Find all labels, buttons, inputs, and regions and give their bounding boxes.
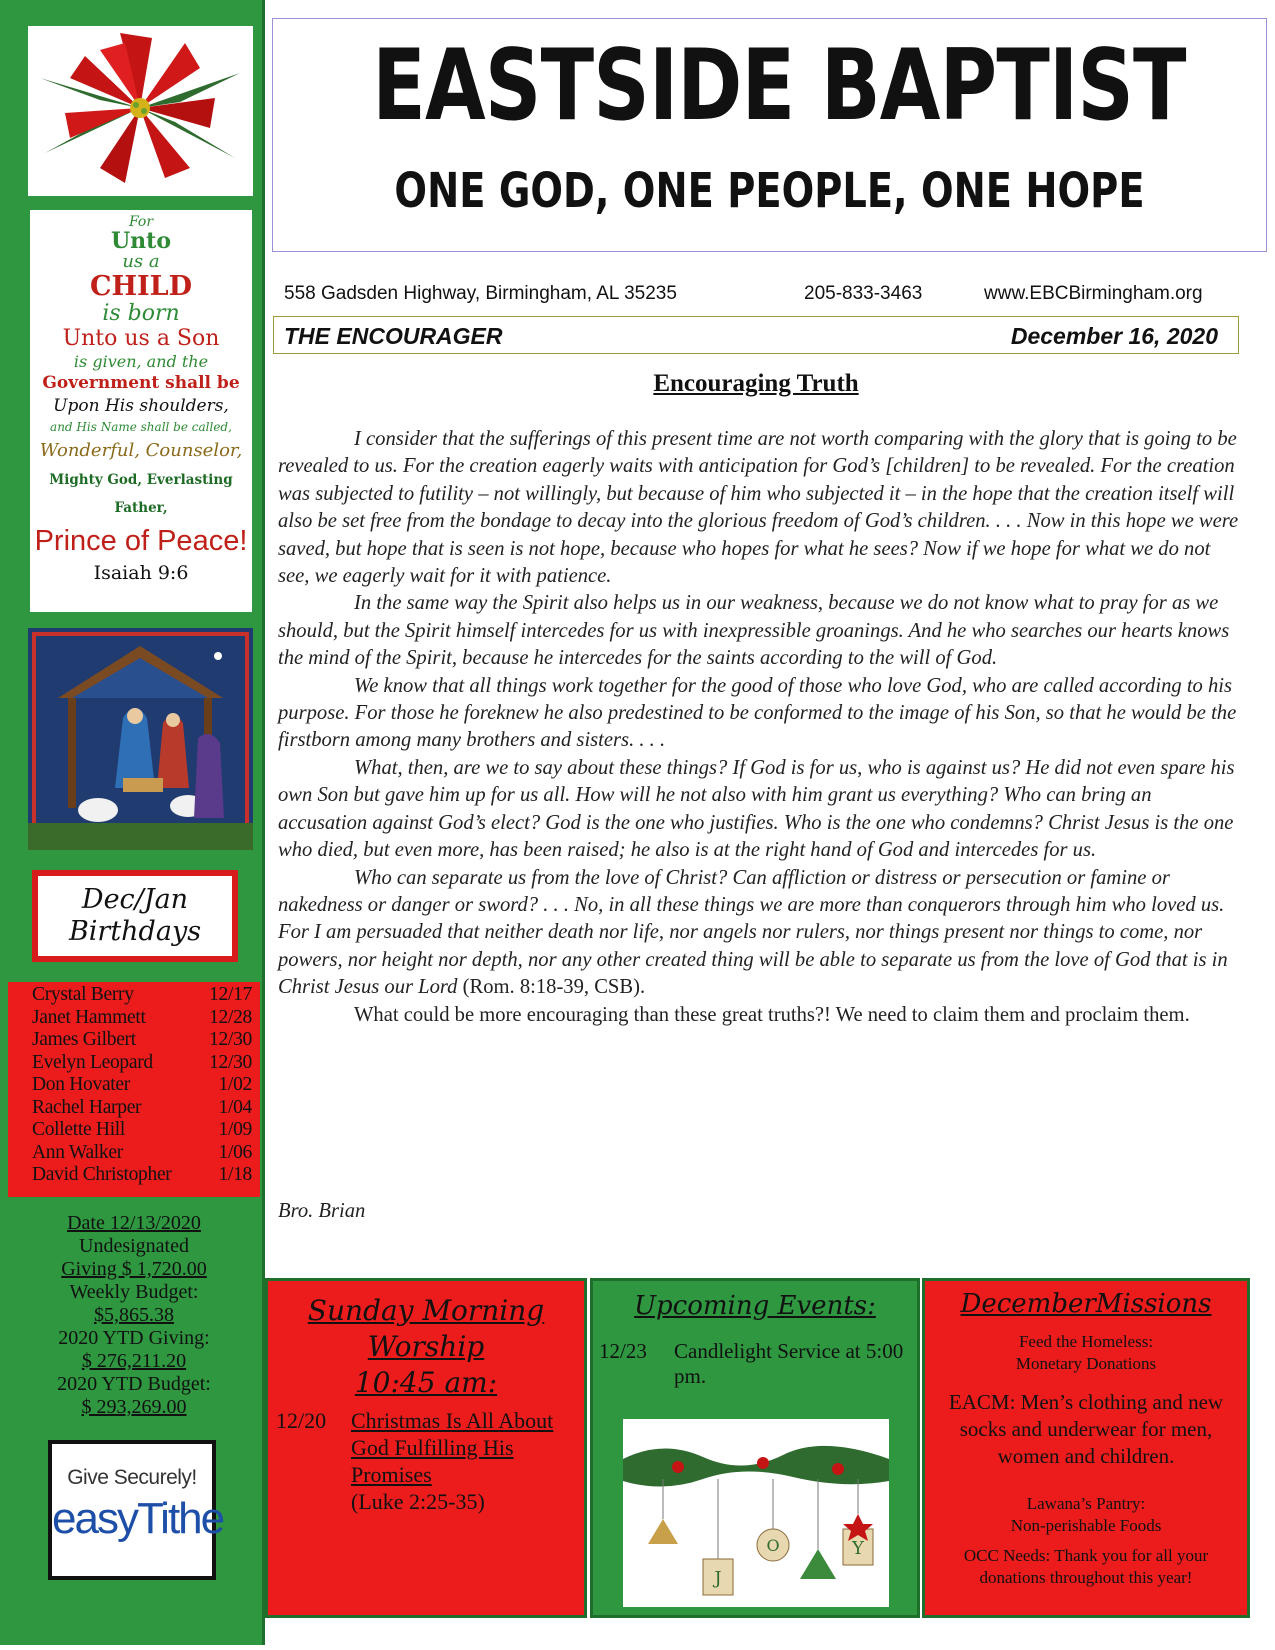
birthdays-list (8, 982, 260, 1197)
birthday-date: 1/18 (218, 1164, 252, 1185)
article-paragraph: In the same way the Spirit also helps us in our weakness, because we do not know what to pray for as we should, but the Spirit himself intercedes for us with inexpressible groanings. And he who searches our hearts knows the mind of the Spirit, because he intercedes for the saints according to the will of God. (278, 592, 1230, 670)
verse-line: Wonderful, Counselor, (39, 440, 243, 461)
verse-line: Isaiah 9:6 (93, 562, 189, 584)
mission-item: EACM: Men’s clothing and new socks and underwear for men, women and children. (948, 1390, 1224, 1468)
isaiah-verse-image (30, 210, 252, 612)
verse-line: Mighty God, Everlasting Father, (49, 472, 233, 516)
birthday-date: 12/17 (209, 984, 252, 1005)
list-item (32, 1164, 252, 1187)
missions-box (922, 1278, 1250, 1618)
birthday-name: Rachel Harper (32, 1096, 142, 1118)
joy-letter: J (714, 1568, 722, 1589)
verse-line: Unto (110, 228, 172, 254)
newsletter-name: THE ENCOURAGER (284, 323, 503, 349)
events-heading: Upcoming Events: (634, 1291, 876, 1321)
easytithe-tagline: Give Securely! (67, 1466, 197, 1489)
list-item (32, 1052, 252, 1075)
article-signature: Bro. Brian (278, 1200, 366, 1222)
verse-line: Prince of Peace! (34, 525, 248, 557)
mission-title: Lawana’s Pantry: (1026, 1494, 1146, 1513)
verse-line: Upon His shoulders, (53, 396, 229, 416)
list-item (32, 1007, 252, 1030)
birthday-date: 12/30 (209, 1029, 252, 1050)
giving-undesignated-label: Undesignated (79, 1235, 189, 1257)
worship-box (265, 1278, 587, 1618)
verse-line: Unto us a Son (62, 326, 220, 351)
worship-heading (268, 1293, 584, 1401)
left-sidebar (0, 0, 265, 1645)
sermon-date: 12/20 (276, 1408, 327, 1433)
list-item (32, 1097, 252, 1120)
church-name: EASTSIDE BAPTIST (372, 29, 1186, 143)
worship-heading-line: Sunday Morning (307, 1294, 545, 1327)
weekly-budget-value: $5,865.38 (94, 1304, 174, 1326)
easytithe-logo: easyTithe (52, 1494, 224, 1543)
birthdays-title (69, 884, 201, 948)
birthday-date: 1/06 (218, 1141, 252, 1163)
birthday-name: David Christopher (32, 1164, 172, 1185)
verse-line: CHILD (89, 271, 193, 302)
article-paragraph: We know that all things work together for the good of those who love God, who are called according to his purpose. For those he foreknew he also predestined to be conformed to the image of his Son, so that he would be the firstborn among many brothers and sisters. . . . (278, 674, 1237, 752)
missions-heading: DecemberMissions (960, 1289, 1212, 1319)
article-paragraph: I consider that the sufferings of this present time are not worth comparing with the glory that is going to be revealed to us. For the creation eagerly waits with anticipation for God’s [children] to be revealed. For the creation was subjected to futility – not willingly, but because of him who subjected it – in the hope that the creation itself will also be set free from the bondage to decay into the glorious freedom of God’s children. . . . Now in this hope we were saved, but hope that is seen is not hope, because who hopes for what he sees? Now if we hope for what we do not see, we eagerly wait for it with patience. (278, 428, 1239, 588)
verse-line: us a (122, 251, 160, 272)
event-date: 12/23 (599, 1339, 647, 1363)
church-address: 558 Gadsden Highway, Birmingham, AL 35235 (284, 283, 677, 304)
worship-heading-line: Worship (367, 1330, 485, 1363)
ytd-budget-label: 2020 YTD Budget: (57, 1373, 211, 1395)
birthday-date: 12/30 (209, 1051, 252, 1073)
giving-report (14, 1212, 254, 1419)
list-item (32, 984, 252, 1007)
church-website-link[interactable]: www.EBCBirmingham.org (984, 283, 1203, 304)
list-item (32, 1074, 252, 1097)
nativity-image (28, 628, 253, 850)
birthday-date: 1/04 (218, 1096, 252, 1118)
verse-line: and His Name shall be called, (50, 420, 232, 434)
scripture-citation: (Rom. 8:18-39, CSB). (462, 976, 646, 999)
article-paragraph: What could be more encouraging than these great truths?! We need to claim them and proclaim them. (354, 1003, 1190, 1026)
church-motto: ONE GOD, ONE PEOPLE, ONE HOPE (394, 163, 1145, 219)
masthead (272, 18, 1267, 252)
event-text: Candlelight Service at 5:00 pm. (674, 1339, 904, 1388)
birthday-date: 1/02 (218, 1074, 252, 1095)
birthday-name: Evelyn Leopard (32, 1051, 153, 1073)
weekly-budget-label: Weekly Budget: (69, 1281, 199, 1303)
verse-line: For (128, 214, 154, 230)
article-title: Encouraging Truth (653, 370, 859, 397)
mission-title: Feed the Homeless: (1018, 1332, 1154, 1351)
birthday-name: James Gilbert (32, 1029, 136, 1050)
article-paragraph: What, then, are we to say about these things? If God is for us, who is against us? He did not even spare his own Son but gave him up for us all. How will he not also with him grant us everything? Who can bring an accusation against God’s elect? God is the one who justifies. Who is the one who condemns? Christ Jesus is the one who died, but even more, has been raised; he also is at the right hand of God and intercedes for us. (278, 756, 1235, 862)
ytd-giving-value: $ 276,211.20 (81, 1350, 187, 1372)
verse-line: Government shall be (42, 373, 240, 393)
birthday-date: 12/28 (209, 1006, 252, 1028)
nativity-scene-icon (28, 628, 253, 850)
joy-ornaments-icon (623, 1419, 889, 1607)
issue-date: December 16, 2020 (1010, 323, 1218, 349)
ytd-budget-value: $ 293,269.00 (81, 1396, 187, 1418)
joy-letter: Y (852, 1538, 864, 1559)
worship-heading-line: 10:45 am: (354, 1366, 498, 1399)
giving-date: Date 12/13/2020 (67, 1212, 201, 1234)
birthday-name: Janet Hammett (32, 1006, 146, 1028)
issue-bar (273, 316, 1239, 354)
church-phone: 205-833-3463 (804, 283, 923, 304)
mission-detail: Monetary Donations (1015, 1354, 1157, 1373)
birthday-name: Ann Walker (32, 1141, 123, 1163)
verse-line: is given, and the (73, 352, 209, 371)
list-item (32, 1119, 252, 1142)
sermon-scripture: (Luke 2:25-35) (351, 1489, 485, 1514)
poinsettia-image (28, 26, 253, 196)
poinsettia-icon (28, 26, 253, 196)
birthday-date: 1/09 (218, 1119, 252, 1140)
mission-item: OCC Needs: Thank you for all your donations throughout this year! (963, 1546, 1209, 1587)
birthday-name: Crystal Berry (32, 984, 134, 1005)
giving-amount: Giving $ 1,720.00 (61, 1258, 207, 1280)
birthdays-title-line: Birthdays (68, 916, 202, 947)
ytd-giving-label: 2020 YTD Giving: (58, 1327, 210, 1349)
mission-detail: Non-perishable Foods (1010, 1516, 1162, 1535)
birthday-name: Don Hovater (32, 1074, 130, 1095)
mission-item (931, 1331, 1241, 1375)
joy-ornaments-image (623, 1419, 889, 1607)
sermon-title: Christmas Is All About God Fulfilling His Promises (351, 1408, 554, 1487)
easytithe-button[interactable] (48, 1440, 224, 1580)
list-item (32, 1142, 252, 1165)
list-item (32, 1029, 252, 1052)
article-paragraph-text: Who can separate us from the love of Christ? Can affliction or distress or persecution or famine or nakedness or danger or sword? . . . No, in all these things we are more than conquerors through him who loved us. For I am persuaded that neither death nor life, nor angels nor rulers, nor things present nor things to come, nor powers, nor height nor depth, nor any other created thing will be able to separate us from the love of God that is in Christ Jesus our Lord (278, 866, 1228, 999)
joy-letter: O (766, 1536, 780, 1555)
birthdays-title-line: Dec/Jan (81, 884, 189, 915)
article-body (278, 426, 1240, 1029)
birthday-name: Collette Hill (32, 1119, 126, 1140)
birthdays-title-box (32, 870, 238, 962)
verse-line: is born (102, 301, 180, 326)
events-box (590, 1278, 920, 1618)
article-paragraph (278, 865, 1240, 1002)
mission-item (931, 1493, 1241, 1537)
